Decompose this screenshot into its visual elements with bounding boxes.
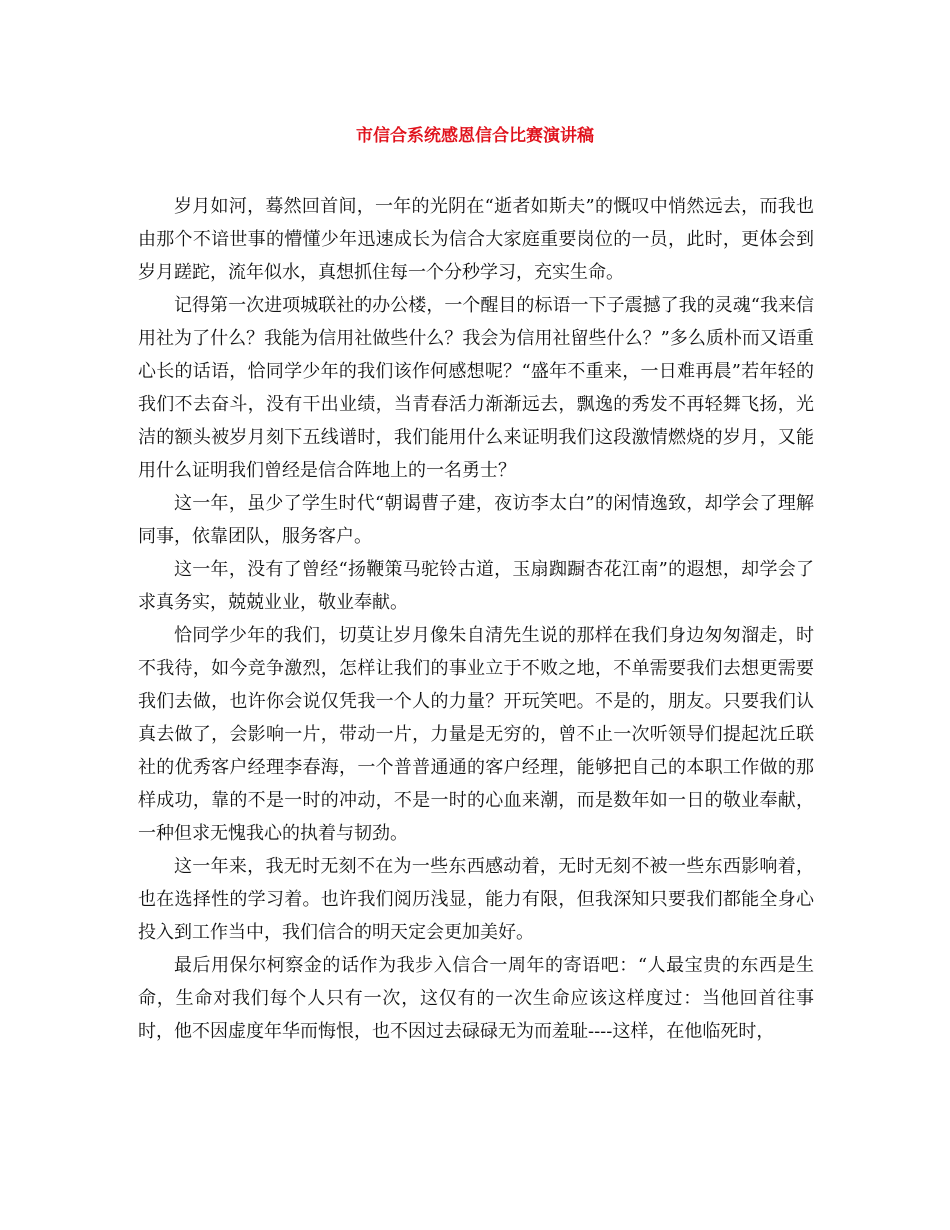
- paragraph: 岁月如河，蓦然回首间，一年的光阴在“逝者如斯夫”的慨叹中悄然远去，而我也由那个不谙世事的懵懂少年迅速成长为信合大家庭重要岗位的一员，此时，更体会到岁月蹉跎，流年似水，真想抓住每一个分秒学习，充实生命。: [138, 196, 814, 283]
- paragraph: 记得第一次进项城联社的办公楼，一个醒目的标语一下子震撼了我的灵魂“我来信用社为了什么？我能为信用社做些什么？我会为信用社留些什么？”多么质朴而又语重心长的话语，恰同学少年的我们该作何感想呢？“盛年不重来，一日难再晨”若年轻的我们不去奋斗，没有干出业绩，当青春活力渐渐远去，飘逸的秀发不再轻舞飞扬，光洁的额头被岁月刻下五线谱时，我们能用什么来证明我们这段激情燃烧的岁月，又能用什么证明我们曾经是信合阵地上的一名勇士？: [138, 295, 814, 481]
- paragraph: 这一年来，我无时无刻不在为一些东西感动着，无时无刻不被一些东西影响着，也在选择性的学习着。也许我们阅历浅显，能力有限，但我深知只要我们都能全身心投入到工作当中，我们信合的明天定会更加美好。: [138, 856, 814, 943]
- paragraph: 恰同学少年的我们，切莫让岁月像朱自清先生说的那样在我们身边匆匆溜走，时不我待，如今竞争激烈，怎样让我们的事业立于不败之地，不单需要我们去想更需要我们去做，也许你会说仅凭我一个人的力量？开玩笑吧。不是的，朋友。只要我们认真去做了，会影响一片，带动一片，力量是无穷的，曾不止一次听领导们提起沈丘联社的优秀客户经理李春海，一个普普通通的客户经理，能够把自己的本职工作做的那样成功，靠的不是一时的冲动，不是一时的心血来潮，而是数年如一日的敬业奉献，一种但求无愧我心的执着与韧劲。: [138, 625, 814, 844]
- paragraph: 这一年，没有了曾经“扬鞭策马驼铃古道，玉扇踟蹰杏花江南”的遐想，却学会了求真务实，兢兢业业，敬业奉献。: [138, 559, 814, 613]
- document-title: 市信合系统感恩信合比赛演讲稿: [356, 126, 594, 146]
- paragraph: 这一年，虽少了学生时代“朝谒曹子建，夜访李太白”的闲情逸致，却学会了理解同事，依靠团队，服务客户。: [138, 493, 814, 547]
- document-body: [138, 190, 814, 1048]
- paragraph: 最后用保尔柯察金的话作为我步入信合一周年的寄语吧：“人最宝贵的东西是生命，生命对我们每个人只有一次，这仅有的一次生命应该这样度过：当他回首往事时，他不因虚度年华而悔恨，也不因过去碌碌无为而羞耻----这样，在他临死时，: [138, 955, 814, 1042]
